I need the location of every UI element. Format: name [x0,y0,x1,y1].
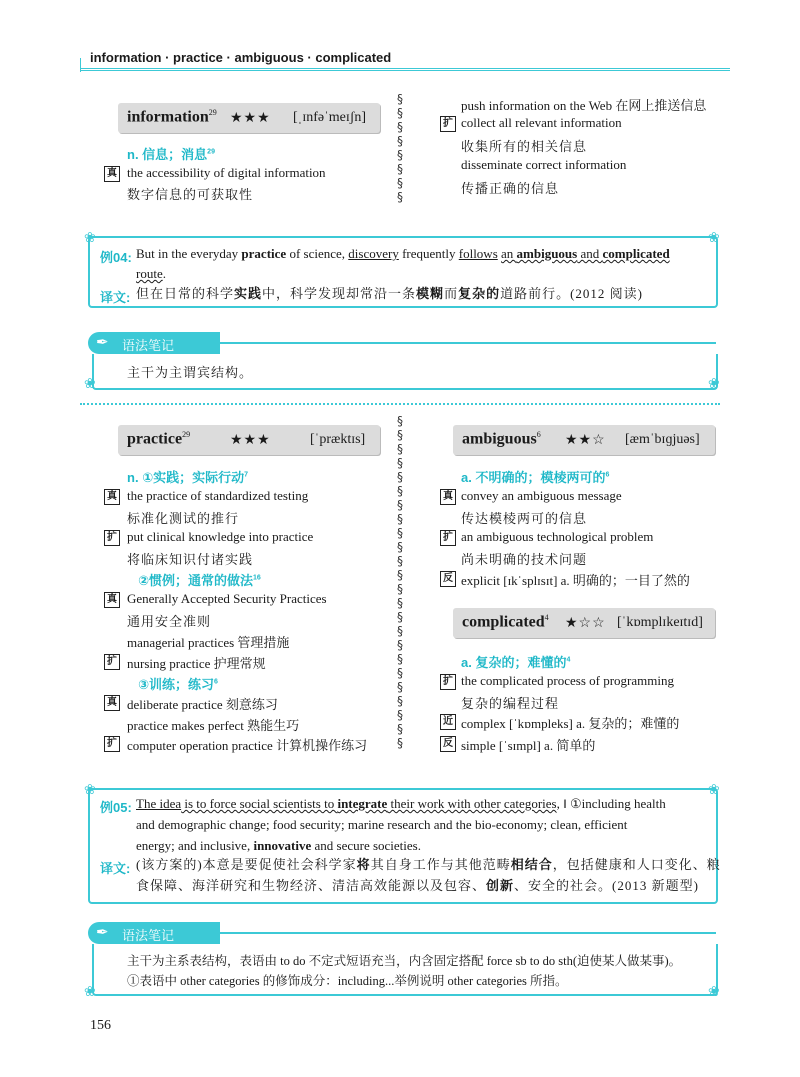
tag-extend-icon: 扩 [104,736,120,752]
example-en: the complicated process of programming [461,673,674,688]
example-en: collect all relevant information [461,115,622,130]
translation-line1: (该方案的)本意是要促使社会科学家将其自身工作与其他范畴相结合，包括健康和人口变化、粮 [136,857,721,872]
example-en: convey an ambiguous message [461,488,622,503]
phonetic: [ˈkɒmplɪkeɪtɪd] [617,615,703,630]
page-number: 156 [90,1018,111,1033]
example-label: 例05: [100,800,132,815]
part-of-speech: n. 信息；消息$^{29}$ [127,147,215,162]
example-cn: 数字信息的可获取性 [127,187,254,202]
tag-antonym-icon: 反 [440,571,456,587]
example-sentence-line3: energy; and inclusive, innovative and secure societies. [136,838,421,853]
headword: complicated$^4$ [462,613,549,631]
corner-ornament-icon: ❀ [708,376,720,392]
spiral-binding-icon: § § § § § § § § [397,92,403,204]
example-sentence-line1: The idea is to force social scientists to integrate their work with other categories, ‖ ①including health [136,796,666,811]
grammar-rule [220,342,716,344]
grammar-note-line1: 主干为主系表结构，表语由 to do 不定式短语充当，内含固定搭配 force sb to do sth(迫使某人做某事)。 [127,954,682,968]
example-sentence: But in the everyday practice of science, discovery frequently follows an ambiguous and complicated route. [136,246,670,281]
grammar-rule [220,932,716,934]
grammar-note-label: 语法笔记 [122,929,175,944]
feather-pen-icon: ✒ [96,335,109,351]
example-en: managerial practices 管理措施 [127,635,290,650]
corner-ornament-icon: ❀ [84,376,96,392]
example-cn: 将临床知识付诸实践 [127,552,254,567]
tag-antonym-icon: 反 [440,736,456,752]
entry-box-ambiguous [453,425,715,455]
part-of-speech: a. 不明确的；模棱两可的$^6$ [461,470,610,485]
grammar-note-text: 主干为主谓宾结构。 [127,365,254,380]
translation-text: 但在日常的科学实践中，科学发现却常沿一条模糊而复杂的道路前行。(2012 阅读) [136,286,644,301]
headword: information$^{29}$ [127,108,217,126]
tag-real-icon: 真 [104,166,120,182]
synonym: complex [ˈkɒmpleks] a. 复杂的；难懂的 [461,716,680,731]
header-rule [80,68,730,71]
example-cn: 复杂的编程过程 [461,696,560,711]
entry-box-information [118,103,380,133]
tag-real-icon: 真 [440,489,456,505]
example-en: an ambiguous technological problem [461,529,654,544]
example-en: nursing practice 护理常规 [127,656,266,671]
headword: practice$^{29}$ [127,430,191,448]
tag-extend-icon: 扩 [440,674,456,690]
spiral-binding-icon: § § § § § § § § § § § § § § § § § § § § § § § § [397,414,403,750]
example-en: the accessibility of digital information [127,165,326,180]
example-label: 例04: [100,250,132,265]
example-en: the practice of standardized testing [127,488,309,503]
part-of-speech: a. 复杂的；难懂的$^4$ [461,655,571,670]
antonym: simple [ˈsɪmpl] a. 简单的 [461,738,596,753]
example-cn: 传播正确的信息 [461,181,560,196]
running-header: information · practice · ambiguous · complicated [90,50,392,65]
headword: ambiguous$^6$ [462,430,541,448]
corner-ornament-icon: ❀ [708,984,720,1000]
grammar-note-header [88,922,220,944]
example-en: disseminate correct information [461,157,627,172]
tag-extend-icon: 扩 [104,654,120,670]
example-en: computer operation practice 计算机操作练习 [127,738,368,753]
tag-synonym-icon: 近 [440,714,456,730]
phonetic: [ˌɪnfəˈmeɪʃn] [293,110,367,125]
tag-extend-icon: 扩 [104,530,120,546]
grammar-note-label: 语法笔记 [122,339,175,354]
antonym: explicit [ɪkˈsplɪsɪt] a. 明确的；一目了然的 [461,573,690,588]
corner-ornament-icon: ❀ [84,984,96,1000]
corner-ornament-icon: ❀ [708,782,720,798]
example-en: practice makes perfect 熟能生巧 [127,718,300,733]
example-cn: 传达模棱两可的信息 [461,511,588,526]
grammar-note-line2: ①表语中 other categories 的修饰成分：including...举例说明 other categories 所指。 [127,974,568,988]
grammar-note-header [88,332,220,354]
translation-label: 译文: [100,861,131,876]
corner-ornament-icon: ❀ [84,782,96,798]
entry-box-practice [118,425,380,455]
sense-2: ②惯例；通常的做法$^{16}$ [138,573,261,588]
example-cn: 标准化测试的推行 [127,511,240,526]
section-divider [80,403,720,405]
frequency-stars: ★★★ [230,433,271,448]
phonetic: [æmˈbɪɡjuəs] [625,432,700,447]
example-en: Generally Accepted Security Practices [127,591,327,606]
frequency-stars: ★★★ [230,111,271,126]
frequency-stars: ★★☆ [565,433,606,448]
corner-ornament-icon: ❀ [708,230,720,246]
example-sentence-line2: and demographic change; food security; marine research and the bio-economy; clean, efficient [136,817,628,832]
corner-ornament-icon: ❀ [84,230,96,246]
tag-extend-icon: 扩 [440,530,456,546]
example-en: put clinical knowledge into practice [127,529,314,544]
tag-real-icon: 真 [104,592,120,608]
tag-extend-icon: 扩 [440,116,456,132]
example-cn: 尚未明确的技术问题 [461,552,588,567]
example-cn: 通用安全准则 [127,614,212,629]
entry-box-complicated [453,608,715,638]
frequency-stars: ★☆☆ [565,616,606,631]
translation-label: 译文: [100,290,131,305]
tag-real-icon: 真 [104,489,120,505]
phonetic: [ˈpræktɪs] [310,432,366,447]
sense-3: ③训练；练习$^6$ [138,677,218,692]
tag-real-icon: 真 [104,695,120,711]
example-en: deliberate practice 刻意练习 [127,697,278,712]
example-cn: 收集所有的相关信息 [461,139,588,154]
example-en: push information on the Web 在网上推送信息 [461,98,707,113]
sense-1: n. ①实践；实际行动$^7$ [127,470,249,485]
translation-line2: 食保障、海洋研究和生物经济、清洁高效能源以及包容、创新、安全的社会。(2013 新题型) [136,878,699,893]
feather-pen-icon: ✒ [96,925,109,941]
